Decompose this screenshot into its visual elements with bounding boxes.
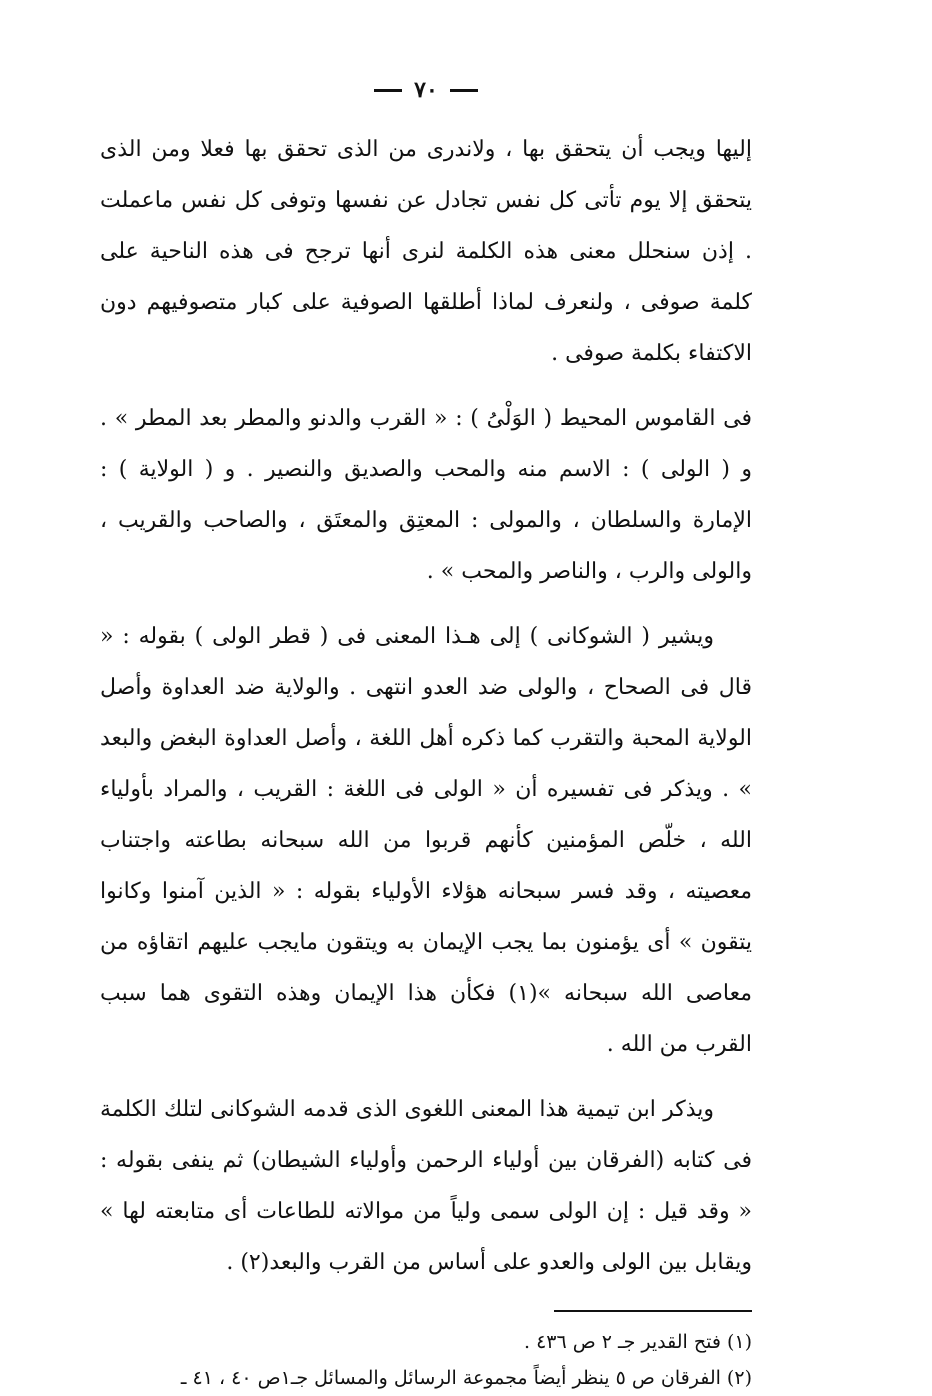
page-number: ٧٠	[414, 77, 438, 103]
footnote-1: (١) فتح القدير جـ ٢ ص ٤٣٦ .	[523, 1331, 752, 1353]
footnote-2: (٢) الفرقان ص ٥ ينظر أيضاً مجموعة الرسائل والمسائل جـ١ص ٤٠ ، ٤١ ـ	[180, 1367, 752, 1389]
paragraph-1: إليها ويجب أن يتحقق بها ، ولاندرى من الذى تحقق بها فعلا ومن الذى يتحقق إلا يوم تأتى كل نفس تجادل عن نفسها وتوفى كل نفس ماعملت . إذن سنحلل معنى هذه الكلمة لنرى أنها ترجح فى هذه الناحية على كلمة صوفى ، ولنعرف لماذا أطلقها الصوفية على كبار متصوفيهم دون الاكتفاء بكلمة صوفى .	[100, 137, 752, 366]
dash-left	[374, 89, 402, 92]
paragraph-block-3	[100, 611, 752, 1070]
footnotes	[100, 1324, 752, 1396]
page-header	[100, 70, 752, 110]
footnote-separator	[554, 1310, 752, 1312]
paragraph-block-2	[100, 393, 752, 597]
body-text	[100, 124, 752, 379]
paragraph-3: ويشير ( الشوكانى ) إلى هـذا المعنى فى ( قطر الولى ) بقوله : « قال فى الصحاح ، والولى ضد العدو انتهى . والولاية ضد العداوة وأصل الولاية المحبة والتقرب كما ذكره أهل اللغة ، وأصل العداوة البغض والبعد » . ويذكر فى تفسيره أن « الولى فى اللغة : القريب ، والمراد بأولياء الله ، خلّص المؤمنين كأنهم قربوا من الله سبحانه بطاعته واجتناب معصيته ، وقد فسر سبحانه هؤلاء الأولياء بقوله : « الذين آمنوا وكانوا يتقون » أى يؤمنون بما يجب الإيمان به ويتقون مايجب عليهم اتقاؤه من معاصى الله سبحانه »(١) فكأن هذا الإيمان وهذه التقوى هما سبب القرب من الله .	[100, 624, 752, 1057]
dash-right	[450, 89, 478, 92]
paragraph-2: فى القاموس المحيط ( الوَلْىُ ) : « القرب والدنو والمطر بعد المطر » . و ( الولى ) : الاسم منه والمحب والصديق والنصير . و ( الولاية ) : الإمارة والسلطان ، والمولى : المعتِق والمعتَق ، والصاحب والقريب ، والولى والرب ، والناصر والمحب » .	[100, 406, 752, 584]
paragraph-4: ويذكر ابن تيمية هذا المعنى اللغوى الذى قدمه الشوكانى لتلك الكلمة فى كتابه (الفرقان بين أولياء الرحمن وأولياء الشيطان) ثم ينفى بقوله : « وقد قيل : إن الولى سمى ولياً من موالاته للطاعات أى متابعته لها » ويقابل بين الولى والعدو على أساس من القرب والبعد(٢) .	[100, 1097, 752, 1275]
paragraph-block-4	[100, 1084, 752, 1288]
